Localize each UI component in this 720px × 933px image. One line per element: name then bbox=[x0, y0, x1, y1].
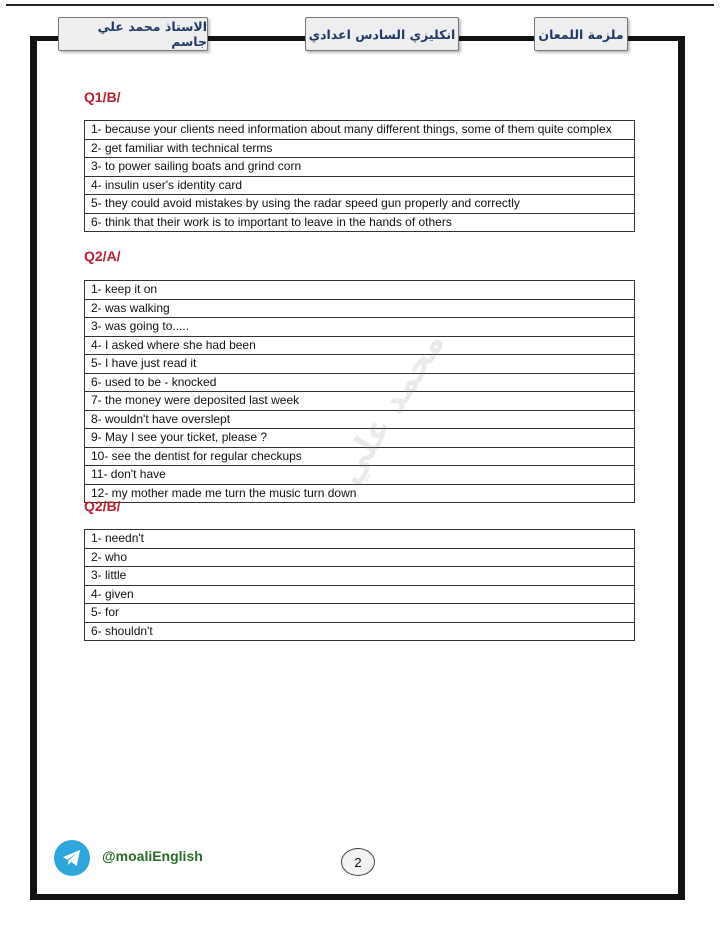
page-number: 2 bbox=[341, 848, 375, 876]
answer-text: 5- they could avoid mistakes by using the radar speed gun properly and correctly bbox=[85, 195, 635, 214]
answer-row bbox=[85, 567, 635, 586]
answer-text: 6- used to be - knocked bbox=[85, 373, 635, 392]
answer-text: 4- given bbox=[85, 585, 635, 604]
header-subject: انكليزي السادس اعدادي bbox=[305, 17, 459, 51]
frame-top-segment bbox=[458, 36, 534, 41]
answer-row bbox=[85, 281, 635, 300]
answer-row bbox=[85, 318, 635, 337]
answer-text: 2- was walking bbox=[85, 299, 635, 318]
frame-top-segment bbox=[30, 36, 58, 41]
answer-text: 7- the money were deposited last week bbox=[85, 392, 635, 411]
section-title-q2a: Q2/A/ bbox=[84, 248, 121, 264]
answer-row bbox=[85, 336, 635, 355]
section-title-q1b: Q1/B/ bbox=[84, 89, 121, 105]
telegram-handle[interactable]: @moaliEnglish bbox=[102, 848, 203, 864]
answer-text: 3- to power sailing boats and grind corn bbox=[85, 158, 635, 177]
answer-text: 1- because your clients need information about many different things, some of them quite complex bbox=[85, 121, 635, 140]
answer-text: 10- see the dentist for regular checkups bbox=[85, 447, 635, 466]
answer-text: 3- was going to..... bbox=[85, 318, 635, 337]
answer-text: 5- for bbox=[85, 604, 635, 623]
answer-text: 4- I asked where she had been bbox=[85, 336, 635, 355]
answers-table-q1b bbox=[84, 120, 635, 232]
answer-text: 12- my mother made me turn the music turn down bbox=[85, 484, 635, 503]
answer-text: 6- think that their work is to important to leave in the hands of others bbox=[85, 213, 635, 232]
telegram-icon[interactable] bbox=[54, 840, 90, 876]
answer-row bbox=[85, 195, 635, 214]
answer-row bbox=[85, 299, 635, 318]
answer-row bbox=[85, 585, 635, 604]
answer-text: 2- who bbox=[85, 548, 635, 567]
answer-text: 1- keep it on bbox=[85, 281, 635, 300]
answer-text: 3- little bbox=[85, 567, 635, 586]
frame-top-segment bbox=[628, 36, 685, 41]
answer-row bbox=[85, 176, 635, 195]
answer-text: 1- needn't bbox=[85, 530, 635, 549]
answer-row bbox=[85, 121, 635, 140]
answer-row bbox=[85, 548, 635, 567]
header-teacher-name: الاستاذ محمد علي جاسم bbox=[58, 17, 208, 51]
answer-row bbox=[85, 392, 635, 411]
answer-row bbox=[85, 604, 635, 623]
answer-row bbox=[85, 530, 635, 549]
answer-text: 4- insulin user's identity card bbox=[85, 176, 635, 195]
answer-text: 8- wouldn't have overslept bbox=[85, 410, 635, 429]
answer-row bbox=[85, 622, 635, 641]
answer-text: 9- May I see your ticket, please ? bbox=[85, 429, 635, 448]
answer-row bbox=[85, 139, 635, 158]
answers-table-q2b bbox=[84, 529, 635, 641]
top-rule bbox=[6, 4, 714, 6]
answer-row bbox=[85, 213, 635, 232]
answer-text: 6- shouldn't bbox=[85, 622, 635, 641]
answer-text: 11- don't have bbox=[85, 466, 635, 485]
answer-text: 5- I have just read it bbox=[85, 355, 635, 374]
answer-text: 2- get familiar with technical terms bbox=[85, 139, 635, 158]
watermark-signature: محمد علي bbox=[328, 324, 454, 492]
header-booklet-title: ملزمة اللمعان bbox=[534, 17, 628, 51]
answer-row bbox=[85, 158, 635, 177]
answer-row bbox=[85, 355, 635, 374]
section-title-q2b: Q2/B/ bbox=[84, 498, 121, 514]
answer-row bbox=[85, 373, 635, 392]
frame-top-segment bbox=[207, 36, 305, 41]
